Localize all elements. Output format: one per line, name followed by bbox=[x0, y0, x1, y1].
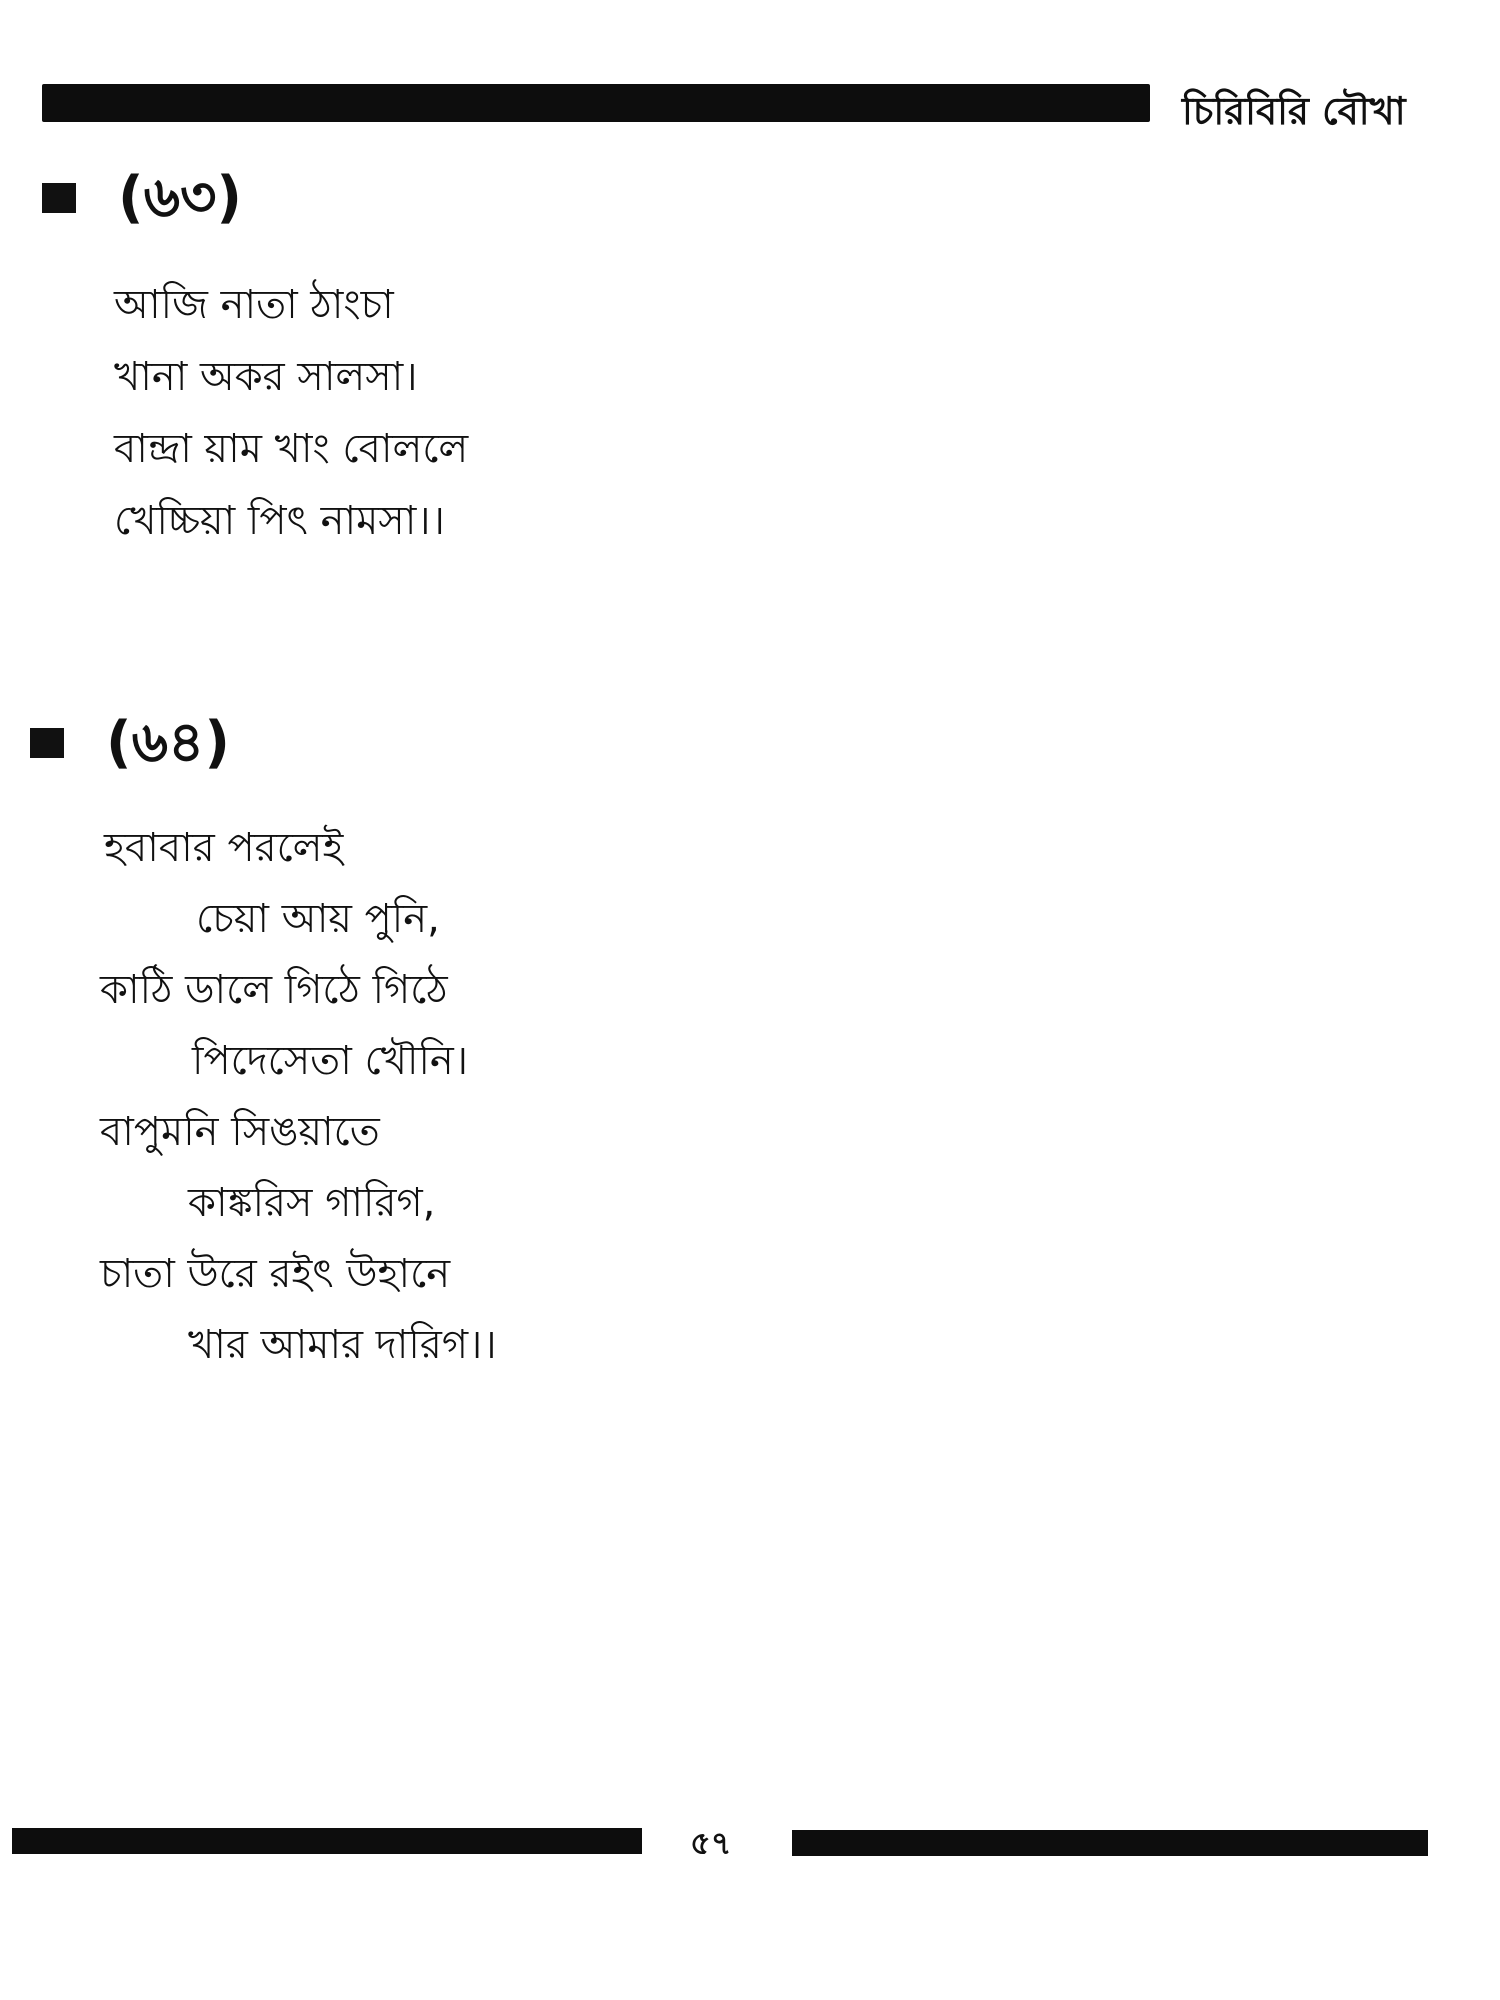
poem-line: খার আমার দারিগ।। bbox=[188, 1322, 497, 1368]
footer-rule-left bbox=[12, 1828, 642, 1854]
header-rule bbox=[42, 84, 1150, 122]
section-number: (৬৩) bbox=[118, 165, 243, 230]
poem-line: খানা অকর সালসা। bbox=[114, 354, 418, 400]
poem-line: বাপুমনি সিঙয়াতে bbox=[100, 1109, 380, 1155]
square-bullet-icon bbox=[30, 728, 64, 758]
poem-line: কাঙ্করিস গারিগ, bbox=[188, 1180, 436, 1226]
section-number: (৬৪) bbox=[106, 710, 230, 775]
poem-line: হবাবার পরলেই bbox=[104, 825, 344, 871]
section-heading-64 bbox=[30, 710, 230, 775]
poem-line: বান্দ্রা য়াম খাং বোললে bbox=[114, 426, 469, 472]
square-bullet-icon bbox=[42, 183, 76, 213]
section-heading-63 bbox=[42, 165, 243, 230]
running-title: চিরিবিরি বৌখা bbox=[1182, 89, 1406, 133]
poem-line: পিদেসেতা খৌনি। bbox=[192, 1038, 469, 1084]
poem-line: চেয়া আয় পুনি, bbox=[196, 896, 440, 942]
footer-rule-right bbox=[792, 1830, 1428, 1856]
poem-line: আজি নাতা ঠাংচা bbox=[114, 282, 394, 328]
poem-line: কাঠি ডালে গিঠে গিঠে bbox=[100, 967, 448, 1013]
page-number: ৫৭ bbox=[690, 1824, 732, 1862]
poem-line: খেচ্চিয়া পিৎ নামসা।। bbox=[114, 498, 445, 544]
poem-line: চাতা উরে রইৎ উহানে bbox=[100, 1251, 451, 1297]
